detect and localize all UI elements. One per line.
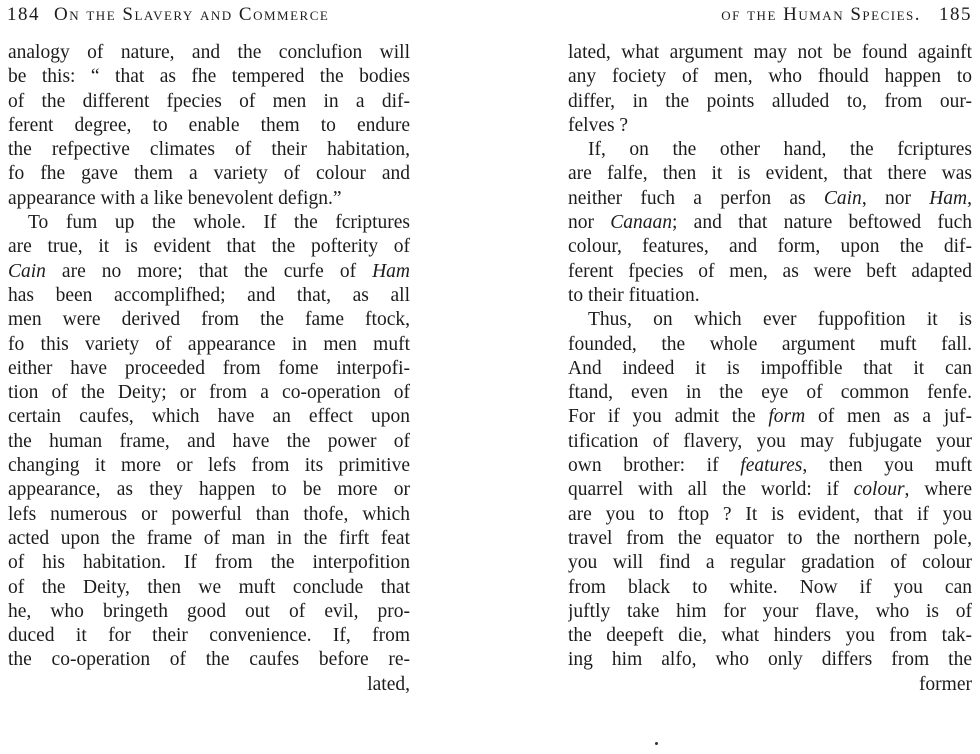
text-line: men were derived from the fame ftock, [8, 309, 410, 331]
text-line: fo this variety of appearance in men muft [8, 333, 410, 355]
text-line: quarrel with all the world: if colour, where [568, 479, 972, 501]
text-line: ftand, even in the eye of common fenfe. [568, 382, 972, 404]
text-line: juftly take him for your flave, who is of [568, 600, 972, 622]
text-line: lated, what argument may not be found againft [568, 42, 972, 63]
text-line: own brother: if features, then you muft [568, 455, 972, 477]
text-line: ferent degree, to enable them to endure [8, 114, 410, 136]
text-line: ing him alfo, who only differs from the [568, 649, 972, 671]
text-line: If, on the other hand, the fcriptures [588, 139, 972, 161]
text-line: colour, features, and form, upon the dif- [568, 236, 972, 258]
text-line: fo fhe gave them a variety of colour and [8, 163, 410, 185]
text-line: any fociety of men, who fhould happen to [568, 66, 972, 88]
text-line: are you to ftop ? It is evident, that if you [568, 503, 972, 525]
text-line: neither fuch a perfon as Cain, nor Ham, [568, 187, 972, 209]
text-line: either have proceeded from fome interpofi- [8, 357, 410, 379]
text-line: of the Deity, then we muft conclude that [8, 576, 410, 598]
text-line: And indeed it is impoffible that it can [568, 357, 972, 379]
text-line: you will find a regular gradation of colour [568, 552, 972, 574]
text-line: appearance, as they happen to be more or [8, 479, 410, 501]
text-line: are true, it is evident that the pofterity of [8, 236, 410, 258]
text-line: the deepeft die, what hinders you from tak- [568, 625, 972, 647]
text-line: lated, [367, 673, 410, 695]
text-line: tification of flavery, you may fubjugate your [568, 430, 972, 452]
right-page-text [568, 41, 972, 697]
text-line: are falfe, then it is evident, that there was [568, 163, 972, 185]
text-line: has been accomplifhed; and that, as all [8, 284, 410, 306]
text-line: ferent fpecies of men, as were beft adapted [568, 260, 972, 282]
text-line: the refpective climates of their habitation, [8, 139, 410, 161]
ink-speck [655, 742, 658, 745]
text-line: acted upon the frame of man in the firft feat [8, 527, 410, 549]
text-line: duced it for their convenience. If, from [8, 625, 410, 647]
text-line: analogy of nature, and the conclufion will [8, 42, 410, 63]
text-line: changing it more or lefs from its primitive [8, 455, 410, 477]
text-line: Cain are no more; that the curfe of Ham [8, 260, 410, 282]
text-line: from black to white. Now if you can [568, 576, 972, 598]
right-page-number: 185 [939, 4, 972, 25]
left-page-header [7, 4, 329, 26]
text-line: former [918, 673, 972, 695]
text-line: to their fituation. [568, 284, 700, 306]
text-line: lefs numerous or powerful than thofe, which [8, 503, 410, 525]
text-line: the co-operation of the caufes before re- [8, 649, 410, 671]
text-line: Thus, on which ever fuppofition it is [588, 309, 972, 331]
text-line: For if you admit the form of men as a juf- [568, 406, 972, 428]
text-line: of the different fpecies of men in a dif- [8, 90, 410, 112]
left-page [0, 0, 420, 754]
left-page-number: 184 [7, 4, 40, 25]
text-line: the human frame, and have the power of [8, 430, 410, 452]
text-line: felves ? [568, 114, 629, 136]
text-line: travel from the equator to the northern pole, [568, 527, 972, 549]
text-line: To fum up the whole. If the fcriptures [28, 212, 410, 234]
left-running-head: On the Slavery and Commerce [54, 4, 330, 25]
text-line: nor Canaan; and that nature beftowed fuch [568, 212, 972, 234]
text-line: of his habitation. If from the interpofition [8, 552, 410, 574]
left-page-text [8, 41, 410, 697]
text-line: be this: “ that as fhe tempered the bodies [8, 66, 410, 88]
text-line: he, who bringeth good out of evil, pro- [8, 600, 410, 622]
text-line: tion of the Deity; or from a co-operation of [8, 382, 410, 404]
text-line: appearance with a like benevolent defign.” [8, 187, 342, 209]
right-running-head: of the Human Species. [721, 4, 921, 25]
text-line: certain caufes, which have an effect upon [8, 406, 410, 428]
right-page [560, 0, 980, 754]
text-line: founded, the whole argument muft fall. [568, 333, 972, 355]
text-line: differ, in the points alluded to, from our- [568, 90, 972, 112]
right-page-header [721, 4, 972, 26]
